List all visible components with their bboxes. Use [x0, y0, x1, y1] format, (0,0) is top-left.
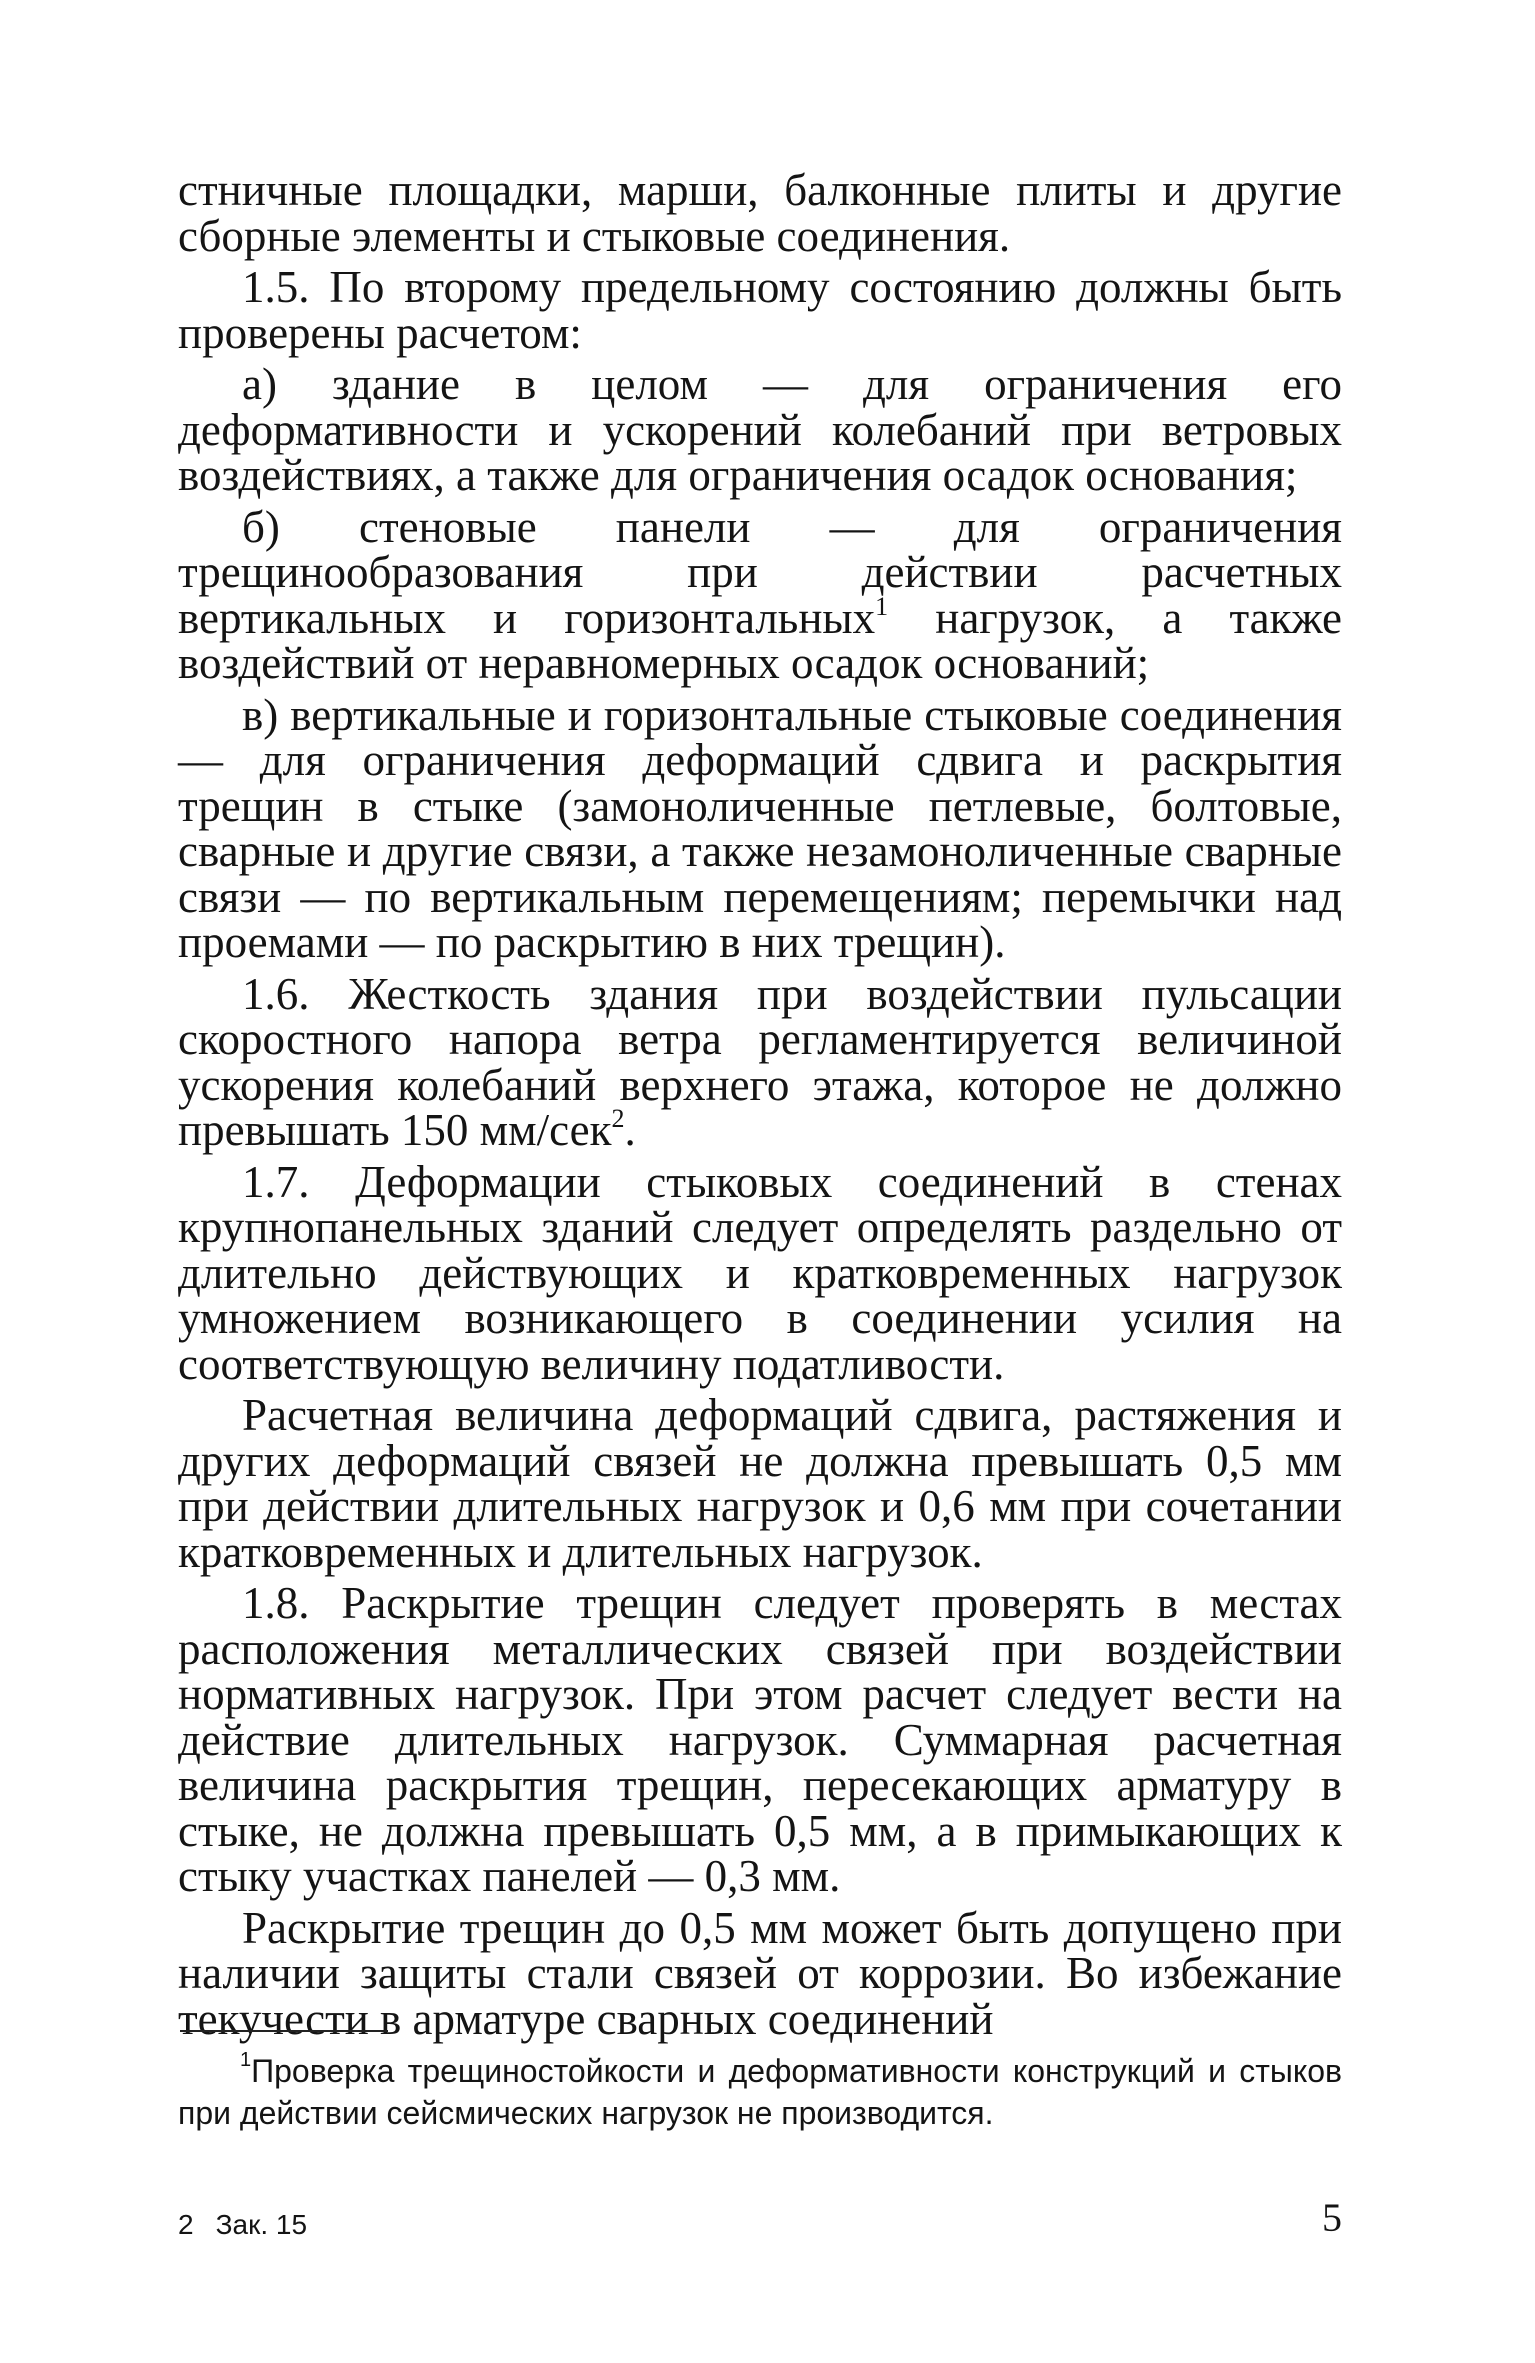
paragraph-text: По второму предельному состоянию должны быть проверены расчетом: [178, 262, 1342, 358]
paragraph-1-6 [178, 968, 1342, 1155]
paragraph-text: Деформации стыковых соединений в стенах крупнопанельных зданий следует определять раздельно от длительно действующих и кратковременных нагрузок умножением возникающего в соединении усилия на соответствующую величину податливости. [178, 1156, 1343, 1389]
footnote-reference: 1 [875, 591, 889, 621]
list-item-v [178, 689, 1342, 967]
paragraph-text: Раскрытие трещин до 0,5 мм может быть допущено при наличии защиты стали связей от коррозии. Во избежание текучести в арматуре сварных соединений [178, 1902, 1342, 2044]
section-number: 1.8. [242, 1578, 310, 1628]
paragraph-text: Расчетная величина деформаций сдвига, растяжения и других деформаций связей не должна превышать 0,5 мм при действии длительных нагрузок и 0,6 мм при сочетании кратковременных и длительных нагрузок. [178, 1390, 1342, 1577]
footnote-divider [180, 2030, 388, 2032]
paragraph-1-8 [178, 1578, 1343, 1901]
signature-number: 2 [178, 2209, 194, 2240]
list-item-b [178, 501, 1342, 688]
order-number: Зак. 15 [215, 2209, 308, 2240]
section-number: 1.6. [242, 968, 310, 1019]
paragraph-text-continued: нагрузок, а также воздействий от неравномерных осадок оснований; [178, 592, 1342, 688]
paragraph-1-7 [178, 1156, 1343, 1389]
footnote-marker: 1 [240, 2049, 252, 2072]
paragraph-text-continued: . [624, 1105, 636, 1155]
paragraph-text: Раскрытие трещин следует проверять в местах расположения металлических связей при воздействии нормативных нагрузок. При этом расчет следует вести на действие длительных нагрузок. Суммарная расчетная величина раскрытия трещин, пересекающих арматуру в стыке, не должна превышать 0,5 мм, а в примыкающих к стыку участках панелей — 0,3 мм. [178, 1578, 1343, 1901]
paragraph-text: а) здание в целом — для ограничения его деформативности и ускорений колебаний при ветровых воздействиях, а также для ограничения осадок основания; [178, 359, 1342, 500]
paragraph-crack-opening [178, 1902, 1342, 2044]
footnote-text: Проверка трещиностойкости и деформативности конструкций и стыков при действии сейсмических нагрузок не производится. [178, 2053, 1342, 2131]
printer-signature [178, 2208, 307, 2242]
paragraph-text: б) стеновые панели — для ограничения трещинообразования при действии расчетных вертикальных и горизонтальных [178, 501, 1342, 643]
paragraph-1-5 [178, 262, 1342, 358]
list-item-a [178, 359, 1342, 500]
footnote [178, 2050, 1342, 2134]
superscript-2: 2 [611, 1104, 625, 1133]
section-number: 1.5. [242, 262, 310, 312]
paragraph-text: стничные площадки, марши, балконные плиты и другие сборные элементы и стыковые соединения. [178, 165, 1342, 261]
page-number: 5 [1322, 2195, 1342, 2240]
paragraph-deformation-limits [178, 1390, 1342, 1577]
paragraph-continuation [178, 165, 1342, 261]
paragraph-text: в) вертикальные и горизонтальные стыковые соединения — для ограничения деформаций сдвига и раскрытия трещин в стыке (замоноличенные петлевые, болтовые, сварные и другие связи, а также незамоноличенные сварные связи — по вертикальным перемещениям; перемычки над проемами — по раскрытию в них трещин). [178, 689, 1342, 967]
paragraph-text: Жесткость здания при воздействии пульсации скоростного напора ветра регламентируется величиной ускорения колебаний верхнего этажа, которое не должно превышать 150 мм/сек [178, 968, 1342, 1155]
section-number: 1.7. [242, 1156, 310, 1207]
body-text [178, 165, 1343, 2044]
